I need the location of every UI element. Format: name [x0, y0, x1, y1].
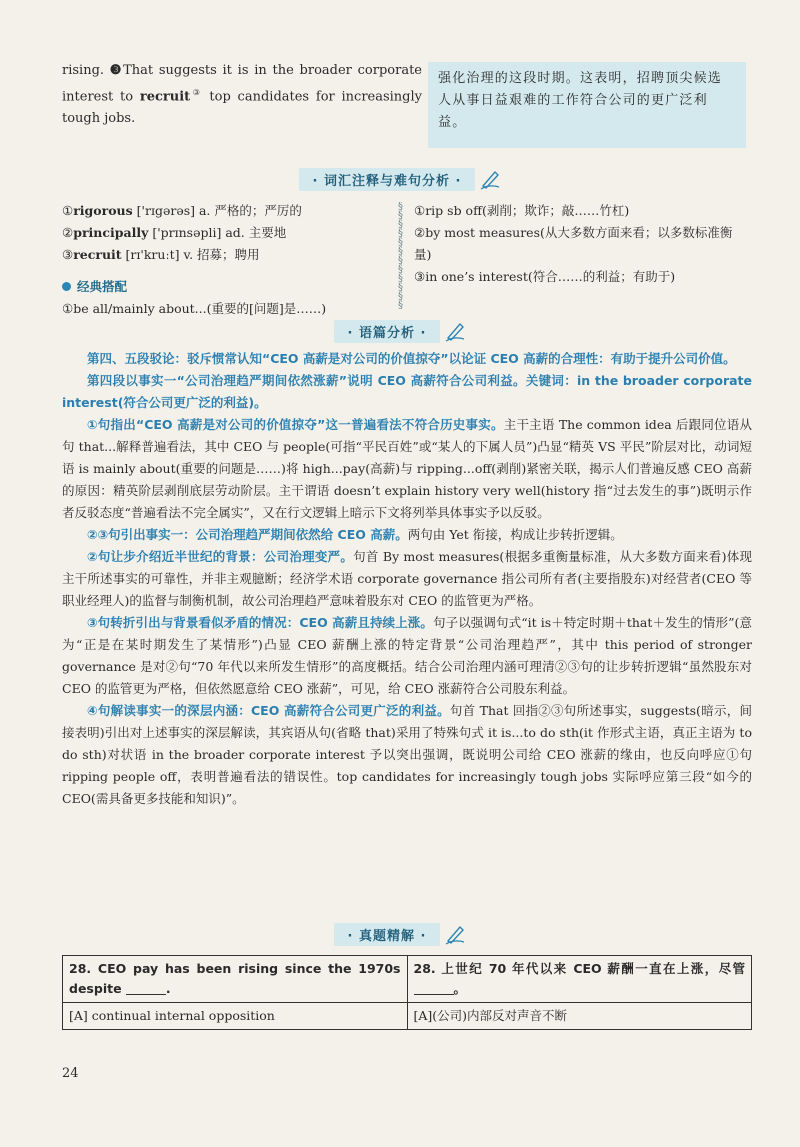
- question-zh: [407, 956, 752, 1003]
- table-row: [63, 956, 752, 1003]
- vocab-right-column: [414, 200, 744, 288]
- option-zh: [A](公司)内部反对声音不断: [407, 1003, 752, 1030]
- answer-blank: [126, 983, 166, 995]
- vocab-num: ①: [62, 203, 74, 218]
- question-en: [63, 956, 408, 1003]
- analysis-p7-highlight: ④句解读事实一的深层内涵：CEO 高薪符合公司更广泛的利益。: [87, 703, 450, 718]
- column-divider: § § § § § § § § § § § §: [398, 202, 403, 311]
- vocab-section: [62, 200, 752, 320]
- pen-icon: [479, 168, 501, 190]
- pen-icon: [444, 320, 466, 342]
- analysis-p7: [62, 700, 752, 810]
- vocab-num: ②: [62, 225, 74, 240]
- quiz-banner: [0, 921, 800, 947]
- question-en-period: .: [165, 981, 171, 996]
- option-en: [A] continual internal opposition: [63, 1003, 408, 1030]
- analysis-p4-text: 两句由 Yet 衔接，构成让步转折逻辑。: [407, 527, 623, 542]
- quiz-banner-label: · 真题精解 ·: [334, 923, 441, 946]
- pen-icon: [444, 923, 466, 945]
- analysis-p1: 第四、五段驳论：驳斥惯常认知“CEO 高薪是对公司的价值掠夺”以论证 CEO 高薪的合理性：有助于提升公司价值。: [87, 351, 736, 366]
- translation-text: 强化治理的这段时期。这表明，招聘顶尖候选人从事日益艰难的工作符合公司的更广泛利益。: [438, 71, 723, 130]
- vocab-left-column: [62, 200, 392, 320]
- text-rising: rising.: [62, 63, 105, 78]
- page-number: 24: [62, 1066, 79, 1081]
- analysis-p3-text: 主干主语 The common idea 后跟同位语从句 that...解释普遍看法，其中 CEO 与 people(可指“平民百姓”或“某人的下属人员”)凸显“精英 VS 平民”阶层对比，动词短语 is mainly about(重要的问题是……)将 high...pay(高薪)与 ripping...off(剥削)紧密关联，揭示人们普遍反感 CEO 高薪的原因：精英阶层剥削底层劳动阶层。主干谓语 doesn’t explain history very well(history 指“过去发生的事”)既明示作者反驳态度“普遍看法不完全属实”，又在行文逻辑上暗示下文将列举具体事实予以反驳。: [62, 417, 752, 520]
- phrase-item: ②by most measures(从大多数方面来看；以多数标准衡量): [414, 225, 733, 262]
- quiz-table: [62, 955, 752, 1030]
- analysis-p2: 第四段以事实一“公司治理趋严期间依然涨薪”说明 CEO 高薪符合公司利益。关键词：in the broader corporate interest(符合公司更广泛的利益)。: [62, 373, 752, 410]
- analysis-p7-text: 句首 That 回指②③句所述事实，suggests(暗示，间接表明)引出对上述事实的深层解读，其宾语从句(省略 that)采用了特殊句式 it is...to do sth(it 作形式主语，真正主语为 to do sth)对状语 in the broader corporate interest 予以突出强调，既说明公司给 CEO 涨薪的缘由，也反向呼应①句 ripping people off，表明普遍看法的错误性。top candidates for increasingly tough jobs 实际呼应第三段“如今的 CEO(需具备更多技能和知识)”。: [62, 703, 752, 806]
- vocab-banner-label: · 词汇注释与难句分析 ·: [299, 168, 476, 191]
- question-en-text: 28. CEO pay has been rising since the 1970s despite: [69, 961, 401, 996]
- vocab-item: [62, 244, 392, 266]
- question-zh-period: 。: [453, 981, 467, 996]
- vocab-def: [rɪ'kruːt] v. 招募；聘用: [121, 247, 260, 262]
- phrase-item: ①rip sb off(剥削；欺诈；敲……竹杠): [414, 203, 630, 218]
- analysis-p4: [62, 524, 752, 546]
- analysis-banner: [0, 318, 800, 344]
- vocab-banner: [0, 166, 800, 192]
- vocab-word: principally: [73, 225, 149, 240]
- table-row: [63, 1003, 752, 1030]
- analysis-banner-label: · 语篇分析 ·: [334, 320, 441, 343]
- vocab-def: ['prɪnsəpli] ad. 主要地: [148, 225, 287, 240]
- analysis-section: [62, 348, 752, 810]
- vocab-item: [62, 200, 392, 222]
- analysis-p5-highlight: ②句让步介绍近半世纪的背景：公司治理变严。: [87, 549, 354, 564]
- vocab-def: ['rɪgərəs] a. 严格的；严厉的: [132, 203, 302, 218]
- analysis-p4-highlight: ②③句引出事实一：公司治理趋严期间依然给 CEO 高薪。: [87, 527, 408, 542]
- sentence-number-4: ❸: [109, 63, 124, 78]
- top-english-paragraph: [62, 60, 422, 130]
- phrase-item: ③in one’s interest(符合……的利益；有助于): [414, 269, 676, 284]
- text-top-candidates: top candidates for increasingly tough jobs.: [62, 89, 423, 127]
- analysis-p5: [62, 546, 752, 612]
- analysis-p3: [62, 414, 752, 524]
- analysis-p6-text: 句子以强调句式“it is＋特定时期＋that＋发生的情形”(意为“正是在某时期发生了某情形”)凸显 CEO 薪酬上涨的特定背景“公司治理趋严”，其中 this period of stronger governance 是对②句“70 年代以来所发生情形”的高度概括。结合公司治理内涵可理清②③句的让步转折逻辑“虽然股东对 CEO 的监管更为严格，但依然愿意给 CEO 涨薪”，可见，给 CEO 涨薪符合公司股东利益。: [62, 615, 752, 696]
- vocab-item: [62, 222, 392, 244]
- vocab-word: rigorous: [73, 203, 133, 218]
- text-that-suggests: That suggests it is in the broader corporate interest to: [62, 63, 422, 105]
- analysis-p3-highlight: ①句指出“CEO 高薪是对公司的价值掠夺”这一普遍看法不符合历史事实。: [87, 417, 504, 432]
- bullet-dot-icon: [62, 282, 71, 291]
- vocab-word: recruit: [73, 247, 122, 262]
- analysis-p5-text: 句首 By most measures(根据多重衡量标准，从大多数方面来看)体现主干所述事实的可靠性，并非主观臆断；经济学术语 corporate governance 指公司所有者(主要指股东)对经营者(CEO 等职业经理人)的监督与制衡机制，故公司治理趋严意味着股东对 CEO 的监管更为严格。: [62, 549, 752, 608]
- analysis-p6: [62, 612, 752, 700]
- answer-blank: [414, 983, 454, 995]
- collocation-title: [62, 276, 392, 298]
- translation-box: [428, 62, 746, 148]
- question-zh-text: 28. 上世纪 70 年代以来 CEO 薪酬一直在上涨，尽管: [413, 961, 745, 976]
- footnote-marker: ③: [190, 88, 203, 97]
- word-recruit: recruit: [139, 89, 191, 105]
- vocab-num: ③: [62, 247, 74, 262]
- collocation-title-text: 经典搭配: [77, 279, 128, 294]
- collocation-item: ①be all/mainly about...(重要的[问题]是……): [62, 301, 327, 316]
- analysis-p6-highlight: ③句转折引出与背景看似矛盾的情况：CEO 高薪且持续上涨。: [87, 615, 433, 630]
